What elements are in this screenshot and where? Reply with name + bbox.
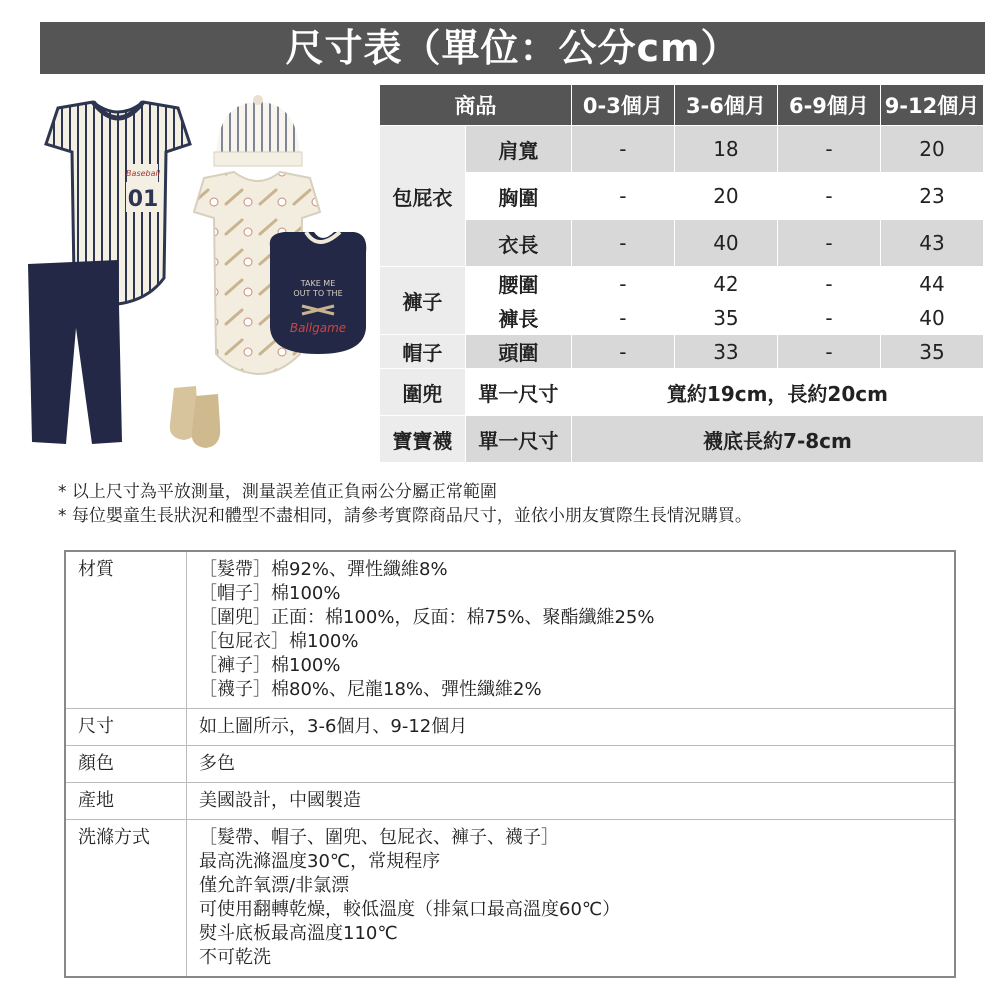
svg-text:TAKE ME: TAKE ME [300, 279, 336, 288]
spec-row [65, 746, 955, 783]
part-cell: 單一尺寸 [465, 416, 571, 463]
value-cell: - [777, 301, 880, 335]
header-month: 6-9個月 [777, 85, 880, 126]
value-cell: - [571, 173, 674, 220]
table-row [380, 220, 984, 267]
category-cell: 包屁衣 [380, 126, 466, 267]
spec-line: 最高洗滌溫度30℃，常規程序 [199, 851, 441, 872]
value-cell: - [571, 220, 674, 267]
value-cell: - [777, 173, 880, 220]
spec-line: ［褲子］棉100% [199, 655, 341, 676]
part-cell: 衣長 [465, 220, 571, 267]
spec-line: 多色 [199, 753, 235, 774]
size-table [379, 84, 984, 463]
value-cell: - [571, 126, 674, 173]
note-line: * 每位嬰童生長狀況和體型不盡相同，請參考實際商品尺寸，並依小朋友實際生長情況購買。 [58, 506, 752, 526]
part-cell: 胸圍 [465, 173, 571, 220]
spec-line: ［包屁衣］棉100% [199, 631, 359, 652]
part-cell: 頭圍 [465, 335, 571, 369]
value-cell: 42 [674, 267, 777, 301]
spec-row [65, 551, 955, 709]
part-cell: 褲長 [465, 301, 571, 335]
value-cell: 23 [880, 173, 983, 220]
value-cell: 44 [880, 267, 983, 301]
value-cell: 18 [674, 126, 777, 173]
spec-value [187, 551, 956, 709]
value-cell: 20 [880, 126, 983, 173]
value-cell: 40 [880, 301, 983, 335]
spec-line: 僅允許氧漂/非氯漂 [199, 875, 350, 896]
header-product: 商品 [380, 85, 572, 126]
spec-value [187, 746, 956, 783]
table-row [380, 335, 984, 369]
value-cell: - [777, 267, 880, 301]
page-title: 尺寸表（單位：公分cm） [40, 22, 985, 74]
category-cell: 褲子 [380, 267, 466, 335]
product-set-image [18, 92, 368, 454]
spec-line: ［襪子］棉80%、尼龍18%、彈性纖維2% [199, 679, 542, 700]
hat-illustration [214, 95, 302, 166]
svg-text:Baseball: Baseball [126, 169, 160, 178]
measurement-notes [58, 480, 752, 528]
value-cell: - [571, 267, 674, 301]
svg-text:OUT TO THE: OUT TO THE [293, 289, 343, 298]
spec-value [187, 709, 956, 746]
part-cell: 腰圍 [465, 267, 571, 301]
category-cell: 圍兜 [380, 369, 466, 416]
header-month: 9-12個月 [880, 85, 983, 126]
size-table-header [380, 85, 984, 126]
spec-line: ［髮帶、帽子、圍兜、包屁衣、褲子、襪子］ [199, 827, 559, 848]
socks-illustration [170, 386, 220, 448]
value-cell: 35 [880, 335, 983, 369]
table-row [380, 267, 984, 301]
spec-table [64, 550, 956, 978]
header-month: 3-6個月 [674, 85, 777, 126]
table-row [380, 369, 984, 416]
value-cell: - [777, 126, 880, 173]
value-cell: 20 [674, 173, 777, 220]
table-row [380, 126, 984, 173]
table-row [380, 173, 984, 220]
spec-label: 尺寸 [65, 709, 187, 746]
table-row [380, 416, 984, 463]
value-cell: - [777, 220, 880, 267]
spec-line: 美國設計，中國製造 [199, 790, 361, 811]
category-cell: 寶寶襪 [380, 416, 466, 463]
spec-row [65, 709, 955, 746]
spec-label: 材質 [65, 551, 187, 709]
value-cell: 35 [674, 301, 777, 335]
value-cell: - [571, 301, 674, 335]
bib-illustration [270, 232, 366, 354]
note-line: * 以上尺寸為平放測量，測量誤差值正負兩公分屬正常範圍 [58, 482, 497, 502]
value-cell: - [777, 335, 880, 369]
value-cell: - [571, 335, 674, 369]
spec-label: 洗滌方式 [65, 820, 187, 978]
spec-line: ［髮帶］棉92%、彈性纖維8% [199, 559, 448, 580]
header-month: 0-3個月 [571, 85, 674, 126]
value-cell: 43 [880, 220, 983, 267]
spec-label: 產地 [65, 783, 187, 820]
spec-line: 如上圖所示，3-6個月、9-12個月 [199, 716, 468, 737]
part-cell: 肩寬 [465, 126, 571, 173]
merged-value-cell: 襪底長約7-8cm [571, 416, 983, 463]
svg-text:01: 01 [127, 187, 159, 212]
spec-label: 顏色 [65, 746, 187, 783]
spec-line: 熨斗底板最高溫度110℃ [199, 923, 398, 944]
pants-illustration [28, 260, 122, 444]
value-cell: 40 [674, 220, 777, 267]
table-row [380, 301, 984, 335]
spec-row [65, 783, 955, 820]
spec-row [65, 820, 955, 978]
spec-line: ［圍兜］正面：棉100%，反面：棉75%、聚酯纖維25% [199, 607, 655, 628]
spec-line: 不可乾洗 [199, 947, 271, 968]
svg-text:Ballgame: Ballgame [289, 321, 347, 335]
category-cell: 帽子 [380, 335, 466, 369]
value-cell: 33 [674, 335, 777, 369]
spec-value [187, 820, 956, 978]
spec-value [187, 783, 956, 820]
merged-value-cell: 寬約19cm，長約20cm [571, 369, 983, 416]
spec-line: 可使用翻轉乾燥，較低溫度（排氣口最高溫度60℃） [199, 899, 621, 920]
spec-line: ［帽子］棉100% [199, 583, 341, 604]
part-cell: 單一尺寸 [465, 369, 571, 416]
